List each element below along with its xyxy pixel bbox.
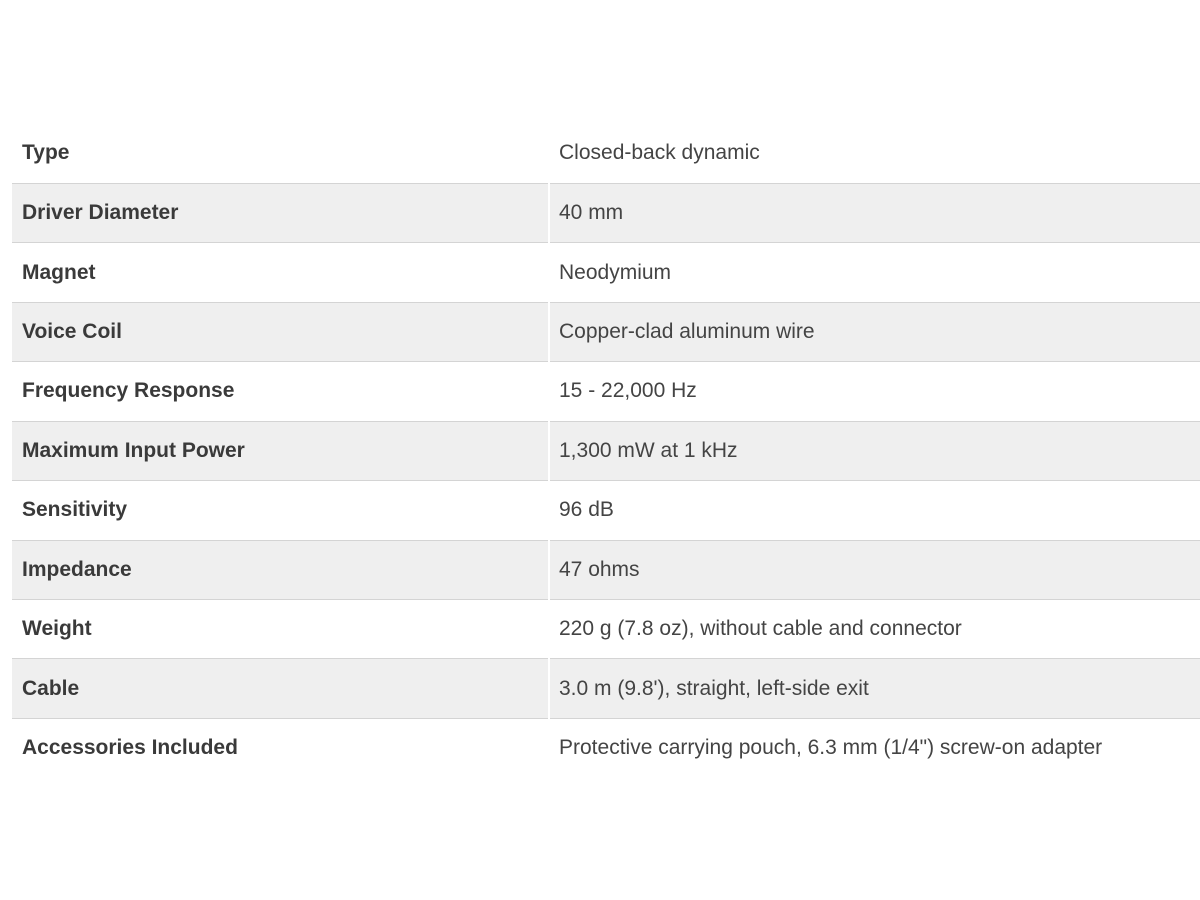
spec-row-frequency-response [12, 362, 1200, 421]
spec-row-sensitivity [12, 481, 1200, 540]
spec-label: Type [12, 124, 549, 183]
spec-value: Copper-clad aluminum wire [549, 302, 1200, 361]
spec-label: Voice Coil [12, 302, 549, 361]
spec-label: Accessories Included [22, 736, 238, 760]
spec-row-weight [12, 600, 1200, 659]
spec-label: Impedance [12, 540, 549, 599]
spec-label: Sensitivity [12, 481, 549, 540]
spec-row-voice-coil [12, 302, 1200, 361]
spec-value: 15 - 22,000 Hz [549, 362, 1200, 421]
specifications-table [12, 124, 1200, 778]
spec-value: 1,300 mW at 1 kHz [549, 421, 1200, 480]
spec-value: 3.0 m (9.8'), straight, left-side exit [549, 659, 1200, 718]
spec-row-cable [12, 659, 1200, 718]
spec-row-impedance [12, 540, 1200, 599]
spec-label: Weight [12, 600, 549, 659]
spec-value: Closed-back dynamic [549, 124, 1200, 183]
spec-row-driver-diameter [12, 183, 1200, 242]
spec-label: Cable [12, 659, 549, 718]
spec-label: Driver Diameter [12, 183, 549, 242]
spec-value: 47 ohms [549, 540, 1200, 599]
spec-label: Magnet [12, 243, 549, 302]
spec-row-accessories-included [12, 718, 1200, 777]
spec-value: 40 mm [549, 183, 1200, 242]
spec-row-type [12, 124, 1200, 183]
spec-value: Neodymium [549, 243, 1200, 302]
spec-label: Frequency Response [12, 362, 549, 421]
spec-value: 96 dB [549, 481, 1200, 540]
spec-value: Protective carrying pouch, 6.3 mm (1/4") screw-on adapter [549, 718, 1200, 777]
spec-row-magnet [12, 243, 1200, 302]
spec-label: Maximum Input Power [12, 421, 549, 480]
spec-row-maximum-input-power [12, 421, 1200, 480]
spec-value: 220 g (7.8 oz), without cable and connector [549, 600, 1200, 659]
